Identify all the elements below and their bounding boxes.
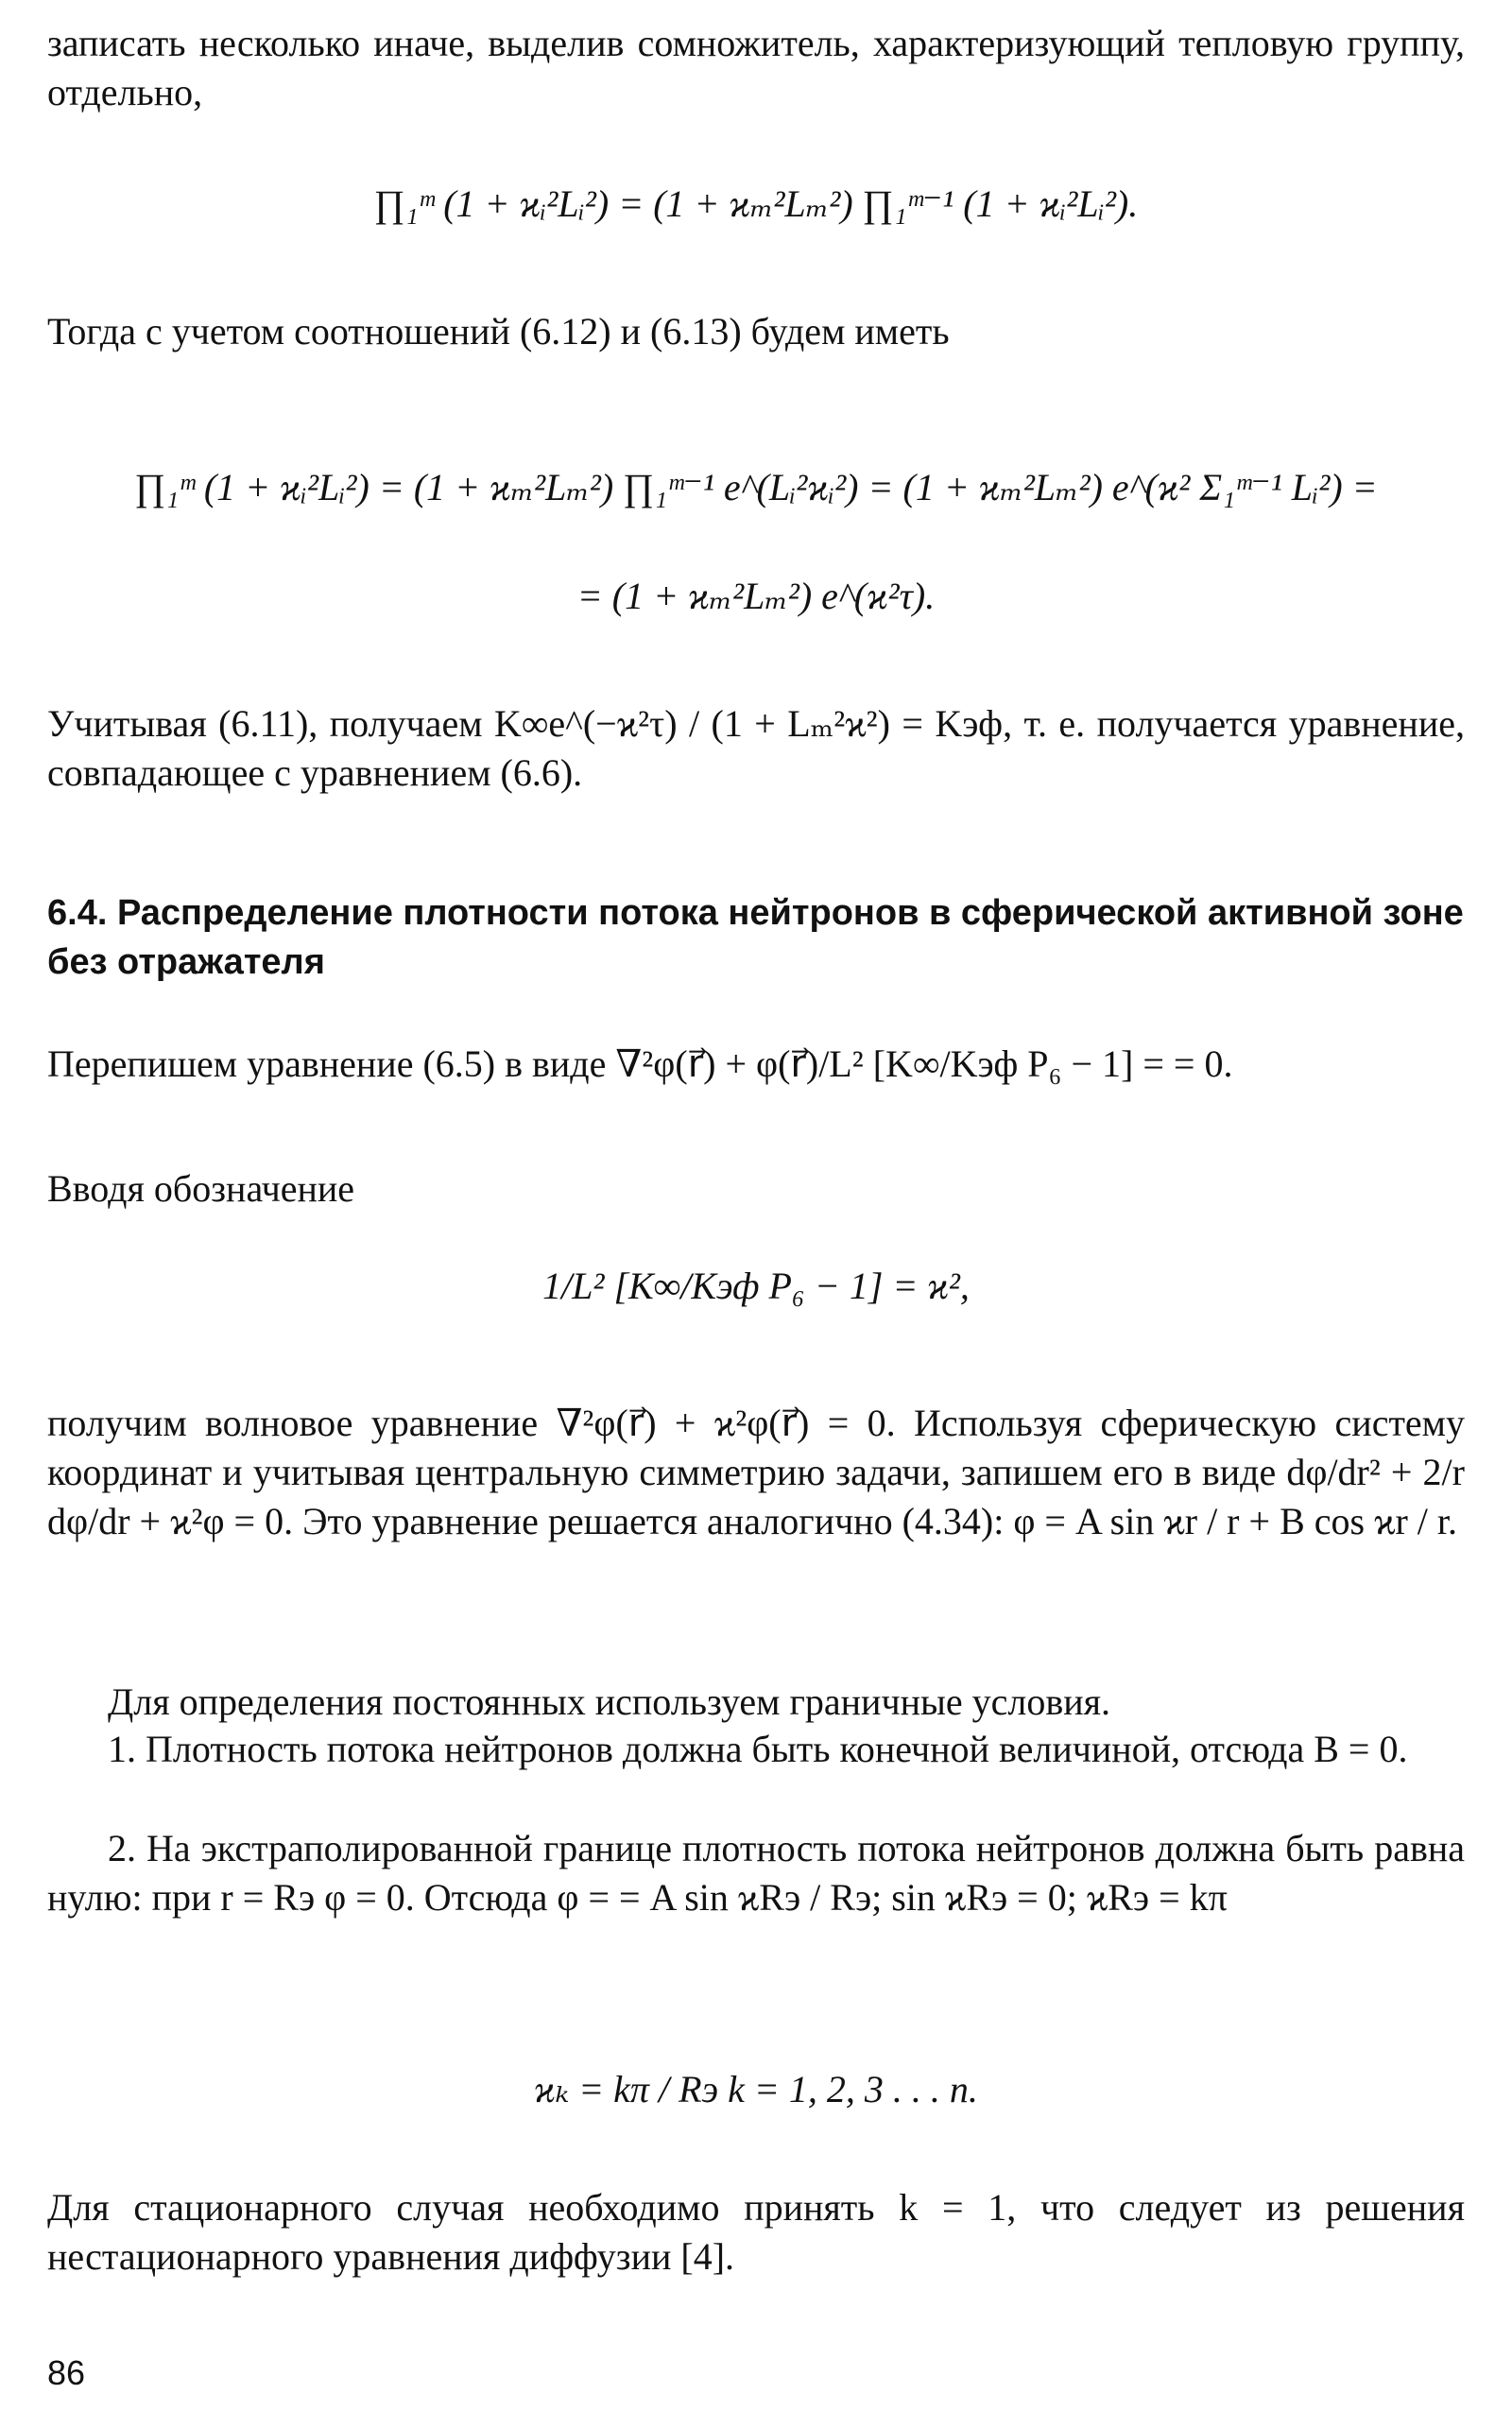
paragraph-rewrite: Перепишем уравнение (6.5) в виде ∇²φ(r⃗) + φ(r⃗)/L² [K∞/Kэф P₆ − 1] = = 0. (47, 1042, 1233, 1085)
document-page (47, 19, 1465, 2391)
page-number: 86 (47, 2353, 86, 2392)
formula-kappa-k: ϰₖ = kπ / Rэ k = 1, 2, 3 . . . n. (534, 2068, 978, 2110)
paragraph-notation: Вводя обозначение (47, 1167, 355, 1210)
paragraph-keff: Учитывая (6.11), получаем K∞e^(−ϰ²τ) / (1 + Lₘ²ϰ²) = Kэф, т. е. получается уравнение, совпадающее с уравнением (6.6). (47, 702, 1465, 794)
paragraph-intro: записать несколько иначе, выделив сомножитель, характеризующий тепловую группу, отдельно, (47, 22, 1465, 113)
paragraph-boundary-conditions: Для определения постоянных используем граничные условия. (108, 1680, 1111, 1723)
paragraph-relations: Тогда с учетом соотношений (6.12) и (6.13) будем иметь (47, 310, 950, 353)
formula-product-exponent: ∏₁ᵐ (1 + ϰᵢ²Lᵢ²) = (1 + ϰₘ²Lₘ²) ∏₁ᵐ⁻¹ e^(Lᵢ²ϰᵢ²) = (1 + ϰₘ²Lₘ²) e^(ϰ² Σ₁ᵐ⁻¹ Lᵢ²) = (134, 466, 1378, 508)
paragraph-wave-equation: получим волновое уравнение ∇²φ(r⃗) + ϰ²φ(r⃗) = 0. Используя сферическую систему координат и учитывая центральную симметрию задачи, запишем его в виде dφ/dr² + 2/r dφ/dr + ϰ²φ = 0. Это уравнение решается аналогично (4.34): φ = A sin ϰr / r + B cos ϰr / r. (47, 1402, 1465, 1542)
paragraph-stationary-case: Для стационарного случая необходимо принять k = 1, что следует из решения нестационарного уравнения диффузии [4]. (47, 2186, 1465, 2278)
section-heading: 6.4. Распределение плотности потока нейтронов в сферической активной зоне без отражателя (47, 893, 1464, 982)
formula-product-split: ∏₁ᵐ (1 + ϰᵢ²Lᵢ²) = (1 + ϰₘ²Lₘ²) ∏₁ᵐ⁻¹ (1 + ϰᵢ²Lᵢ²). (373, 182, 1139, 225)
paragraph-condition-1: 1. Плотность потока нейтронов должна быть конечной величиной, отсюда B = 0. (108, 1728, 1408, 1770)
formula-exponent-result: = (1 + ϰₘ²Lₘ²) e^(ϰ²τ). (576, 575, 936, 617)
paragraph-condition-2: 2. На экстраполированной границе плотность потока нейтронов должна быть равна нулю: при r = Rэ φ = 0. Отсюда φ = = A sin ϰRэ / Rэ; sin ϰRэ = 0; ϰRэ = kπ (47, 1827, 1465, 1919)
formula-kappa-definition: 1/L² [K∞/Kэф P₆ − 1] = ϰ², (542, 1265, 970, 1307)
